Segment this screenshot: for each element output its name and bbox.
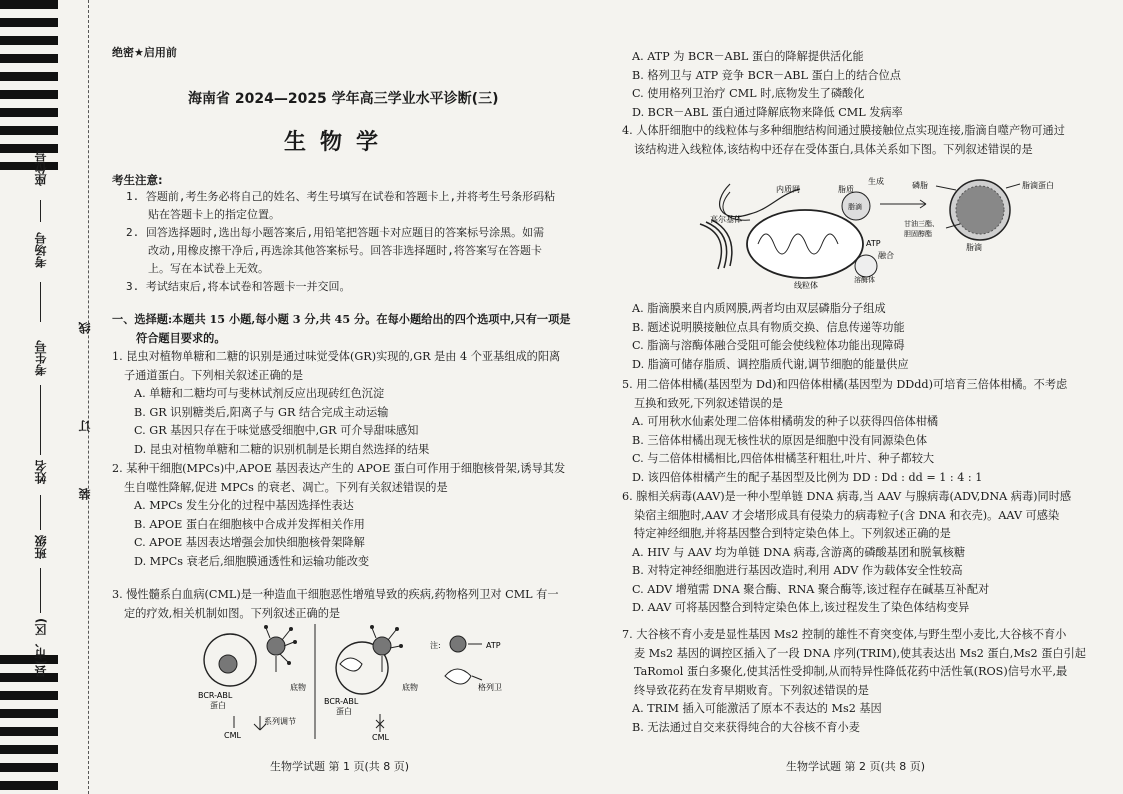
- option-b: B. 题述说明膜接触位点具有物质交换、信息传递等功能: [632, 320, 905, 334]
- question-5: [622, 376, 1112, 487]
- svg-text:BCR-ABL: BCR-ABL: [324, 697, 359, 706]
- option-b: B. 格列卫与 ATP 竞争 BCR－ABL 蛋白上的结合位点: [632, 68, 901, 82]
- atp-label: ATP: [866, 239, 881, 248]
- county-label: 县(市、区): [34, 618, 48, 677]
- option-b: B. APOE 蛋白在细胞核中合成并发挥相关作用: [134, 517, 365, 531]
- question-stem: 麦 Ms2 基因的调控区插入了一段 DNA 序列(TRIM),使其表达出 Ms2 蛋白,Ms2 蛋白引起: [634, 646, 1086, 660]
- option-d: D. MPCs 衰老后,细胞膜通透性和运输功能改变: [134, 554, 370, 568]
- section-heading: [112, 310, 590, 347]
- binding-dashed-line: [88, 0, 90, 794]
- binding-char-zhuang: 装: [78, 488, 92, 500]
- phospholipid-label: 磷脂: [912, 181, 928, 190]
- question-1: [112, 348, 590, 459]
- mitochondrion: [747, 210, 863, 278]
- section-line: 符合题目要求的。: [136, 330, 226, 345]
- figure-q4: [690, 164, 1110, 294]
- option-c: C. APOE 基因表达增强会加快细胞核骨架降解: [134, 536, 365, 549]
- fig3-mid-substrate-label: 底物: [402, 683, 418, 692]
- question-stem: 生自噬性降解,促进 MPCs 的衰老、凋亡。下列有关叙述错误的是: [124, 480, 448, 494]
- exam-room-blank: [40, 282, 41, 322]
- question-4: [622, 122, 1112, 159]
- drug-shape: [340, 658, 362, 671]
- fig3-legend: [430, 636, 502, 692]
- notice-line: 1. 答题前,考生务必将自己的姓名、考生号填写在试卷和答题卡上,并将考生号条形码粘: [126, 190, 556, 203]
- option-a: A. HIV 与 AAV 均为单链 DNA 病毒,含游离的磷酸基团和脱氧核糖: [632, 545, 966, 559]
- question-stem: 子通道蛋白。下列相关叙述正确的是: [124, 368, 304, 382]
- option-d: D. 该四倍体柑橘产生的配子基因型及比例为 DD : Dd : dd = 1 : 4 : 1: [632, 470, 983, 484]
- fig3-middle-panel: [324, 625, 418, 742]
- question-stem: 1. 昆虫对植物单糖和二糖的识别是通过味觉受体(GR)实现的,GR 是由 4 个亚基组成的阳离: [112, 350, 561, 363]
- notice-line: 2. 回答选择题时,选出每小题答案后,用铅笔把答题卡对应题目的答案标号涂黑。如需: [126, 226, 545, 239]
- option-a: A. 脂滴膜来自内质网膜,两者均由双层磷脂分子组成: [632, 302, 886, 315]
- fig3-regulation-label: 系列调节: [264, 717, 296, 726]
- option-a: A. 单糖和二糖均可与斐林试剂反应出现砖红色沉淀: [134, 387, 385, 400]
- fig3-atp-label: ATP: [486, 641, 501, 650]
- notice-title: 考生注意:: [112, 173, 163, 187]
- question-stem: 定的疗效,相关机制如图。下列叙述正确的是: [124, 606, 341, 620]
- lysosome-label: 溶酶体: [854, 276, 875, 284]
- notice-line: 贴在答题卡上的指定位置。: [148, 208, 280, 221]
- option-c: C. 脂滴与溶酶体融合受阻可能会使线粒体功能出现障碍: [632, 339, 905, 352]
- fig3-left-protein-label: BCR-ABL: [198, 691, 233, 700]
- atp-circle: [219, 655, 237, 673]
- question-stem: 5. 用二倍体柑橘(基因型为 Dd)和四倍体柑橘(基因型为 DDdd)可培育三倍体柑橘。不考虑: [622, 378, 1068, 391]
- page1-footer: 生物学试题 第 1 页(共 8 页): [270, 760, 410, 773]
- binding-char-xian: 线: [78, 322, 92, 334]
- golgi-label: 高尔基体: [710, 215, 742, 224]
- binding-stripes-top: [0, 0, 58, 170]
- class-label: 班级: [34, 535, 48, 559]
- question-7: [622, 626, 1112, 737]
- question-6: [622, 488, 1112, 618]
- option-d: D. BCR－ABL 蛋白通过降解底物来降低 CML 发病率: [632, 105, 903, 119]
- er-label: 内质网: [776, 185, 800, 194]
- option-c: C. GR 基因只存在于味觉感受细胞中,GR 可介导甜味感知: [134, 424, 419, 437]
- droplet-protein-label: 脂滴蛋白: [1022, 181, 1054, 190]
- confidential-mark: 绝密★启用前: [112, 46, 177, 59]
- option-c: C. 使用格列卫治疗 CML 时,底物发生了磷酸化: [632, 87, 865, 100]
- name-label: 姓名: [34, 460, 48, 484]
- option-a: A. ATP 为 BCR－ABL 蛋白的降解提供活化能: [632, 50, 864, 63]
- fatty-acid-label: 脂质: [838, 185, 854, 194]
- notice-line: 上。写在本试卷上无效。: [148, 262, 269, 275]
- option-b: B. 三倍体柑橘出现无核性状的原因是细胞中没有同源染色体: [632, 433, 928, 447]
- binding-stripes-bottom: [0, 655, 58, 794]
- figure-q3: [190, 624, 590, 742]
- notice-line: 3. 考试结束后,将本试卷和答题卡一并交回。: [126, 280, 351, 293]
- fig3-drug-label: 格列卫: [478, 683, 502, 692]
- golgi-shape: [700, 220, 732, 269]
- binding-char-ding: 订: [78, 420, 92, 432]
- produce-label: 生成: [868, 177, 884, 186]
- seat-number-label: 座位号: [34, 150, 48, 186]
- name-blank: [40, 495, 41, 530]
- fig3-left-panel: [198, 625, 306, 740]
- droplet2-label: 脂滴: [966, 243, 982, 252]
- question-stem: 2. 某种干细胞(MPCs)中,APOE 基因表达产生的 APOE 蛋白可作用于细胞核骨架,诱导其发: [112, 462, 566, 475]
- class-blank: [40, 568, 41, 613]
- question-stem: 互换和致死,下列叙述错误的是: [634, 396, 783, 410]
- option-a: A. TRIM 插入可能激活了原本不表达的 Ms2 基因: [632, 702, 882, 715]
- fig3-note-label: 注:: [430, 641, 441, 650]
- question-4-options: [632, 300, 1110, 374]
- question-stem: TaRomol 蛋白多聚化,使其活性受抑制,从而特异性降低花药中活性氧(ROS)信号水平,最: [634, 665, 1068, 678]
- option-d: D. 脂滴可储存脂质、调控脂质代谢,调节细胞的能量供应: [632, 357, 909, 371]
- mito-label: 线粒体: [794, 281, 818, 290]
- svg-text:蛋白: 蛋白: [210, 701, 226, 710]
- question-stem: 4. 人体肝细胞中的线粒体与多种细胞结构间通过膜接触位点实现连接,脂滴自噬产物可通过: [622, 124, 1065, 137]
- question-3: [112, 586, 590, 623]
- notice-line: 改动,用橡皮擦干净后,再选涂其他答案标号。回答非选择题时,将答案写在答题卡: [148, 244, 542, 257]
- exam-room-label: 考场号: [34, 232, 48, 268]
- option-a: A. 可用秋水仙素处理二倍体柑橘萌发的种子以获得四倍体柑橘: [632, 415, 939, 428]
- option-b: B. 无法通过自交来获得纯合的大谷核不育小麦: [632, 720, 860, 734]
- question-stem: 染宿主细胞时,AAV 才会堵形成具有侵染力的病毒粒子(含 DNA 和衣壳)。AAV 可感染: [634, 508, 1060, 522]
- fusion-label: 融合: [878, 251, 894, 260]
- svg-text:胆固醇酯: 胆固醇酯: [904, 230, 932, 238]
- option-c: C. 与二倍体柑橘相比,四倍体柑橘茎秆粗壮,叶片、种子都较大: [632, 452, 935, 465]
- svg-text:蛋白: 蛋白: [336, 707, 352, 716]
- question-stem: 7. 大谷核不育小麦是显性基因 Ms2 控制的雄性不育突变体,与野生型小麦比,大谷核不育小: [622, 628, 1067, 641]
- fig3-cml-label: CML: [224, 731, 241, 740]
- lysosome: [855, 255, 877, 277]
- subject-title: 生物学: [284, 130, 393, 155]
- question-stem: 终导致花药在发育早期败育。下列叙述错误的是: [634, 683, 869, 697]
- candidate-number-blank: [40, 385, 41, 455]
- section-line: 一、选择题:本题共 15 小题,每小题 3 分,共 45 分。在每小题给出的四个选项中,只有一项是: [112, 312, 571, 326]
- option-a: A. MPCs 发生分化的过程中基因选择性表达: [134, 499, 354, 512]
- seat-number-blank: [40, 200, 41, 222]
- exam-title: 海南省 2024—2025 学年高三学业水平诊断(三): [188, 91, 499, 107]
- svg-text:CML: CML: [372, 733, 389, 742]
- droplet-label: 脂滴: [848, 203, 862, 211]
- option-d: D. AAV 可将基因整合到特定染色体上,该过程发生了染色体结构变异: [632, 601, 970, 614]
- candidate-number-label: 考生号: [34, 340, 48, 376]
- question-3-options: [632, 48, 1110, 122]
- triglyceride-label: 甘油三酯、: [904, 220, 939, 228]
- question-stem: 该结构进入线粒体,该结构中还存在受体蛋白,具体关系如下图。下列叙述错误的是: [634, 142, 1033, 156]
- option-d: D. 昆虫对植物单糖和二糖的识别机制是长期自然选择的结果: [134, 442, 430, 456]
- question-2: [112, 460, 590, 571]
- question-stem: 特定神经细胞,并将基因整合到特定染色体上。下列叙述正确的是: [634, 527, 951, 540]
- option-b: B. 对特定神经细胞进行基因改造时,利用 ADV 作为载体安全性较高: [632, 564, 963, 577]
- fig3-substrate-label: 底物: [290, 683, 306, 692]
- question-stem: 3. 慢性髓系白血病(CML)是一种造血干细胞恶性增殖导致的疾病,药物格列卫对 CML 有一: [112, 588, 559, 601]
- page2-footer: 生物学试题 第 2 页(共 8 页): [786, 760, 926, 773]
- question-stem: 6. 腺相关病毒(AAV)是一种小型单链 DNA 病毒,当 AAV 与腺病毒(ADV,DNA 病毒)同时感: [622, 490, 1072, 503]
- option-c: C. ADV 增殖需 DNA 聚合酶、RNA 聚合酶等,该过程存在碱基互补配对: [632, 582, 990, 596]
- option-b: B. GR 识别糖类后,阳离子与 GR 结合完成主动运输: [134, 405, 389, 419]
